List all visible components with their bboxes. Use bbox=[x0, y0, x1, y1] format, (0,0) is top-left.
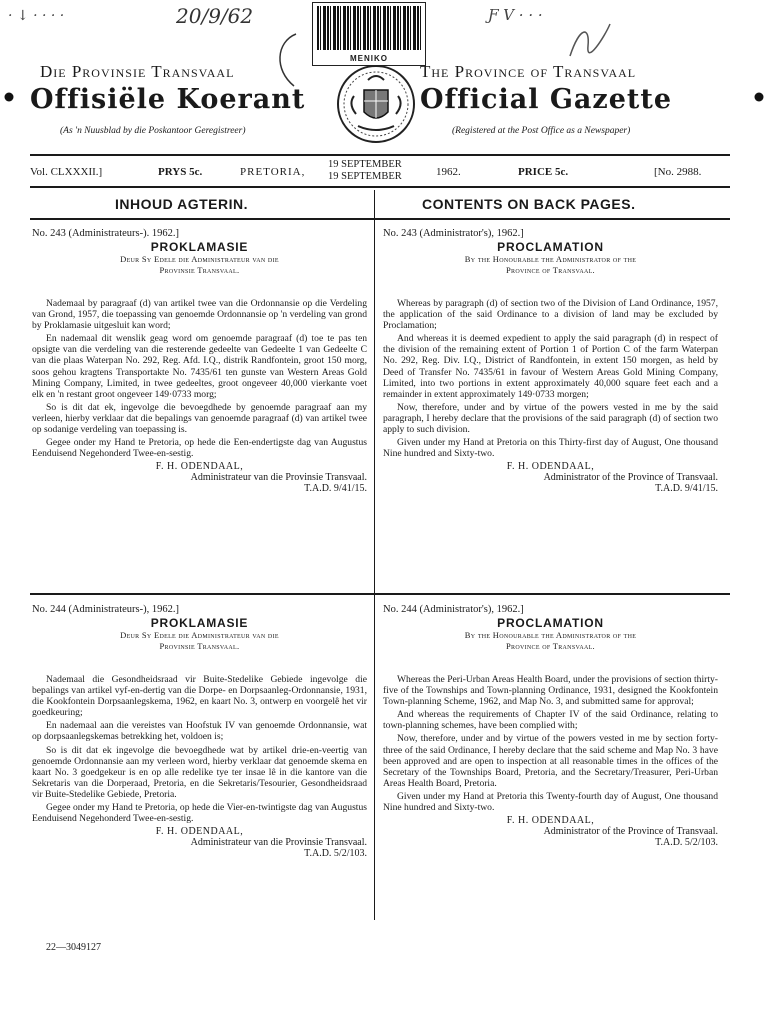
barcode bbox=[312, 2, 426, 66]
reference-number: T.A.D. 9/41/15. bbox=[655, 483, 718, 495]
handwritten-bracket-icon bbox=[266, 30, 306, 90]
signatory-title: Administrator of the Province of Transvaal. bbox=[543, 472, 718, 484]
signatory-title: Administrateur van die Provinsie Transvaal. bbox=[190, 472, 367, 484]
notice-paragraph: Whereas the Peri-Urban Areas Health Board, under the provisions of section thirty-five of the Townships and Town-planning Ordinance, 1931, designed the Kookfontein Town-planning Scheme, 1962, and Map No. 3, and submitted same for approval; bbox=[383, 674, 718, 708]
notice-paragraph: Gegee onder my Hand te Pretoria, op hede die Een-endertigste dag van Augustus Eenduisend Negehonderd Twee-en-sestig. bbox=[32, 437, 367, 460]
signatory-name: F. H. ODENDAAL, bbox=[155, 826, 244, 838]
notice-paragraph: Given under my Hand at Pretoria on this Thirty-first day of August, One thousand Nine hundred and Sixty-two. bbox=[383, 437, 718, 460]
contents-rule bbox=[30, 218, 730, 220]
reference-number: T.A.D. 5/2/103. bbox=[655, 837, 718, 849]
signatory-title: Administrateur van die Provinsie Transvaal. bbox=[190, 837, 367, 849]
notice-paragraph: So is dit dat ek, ingevolge die bevoegdhede by genoemde paragraaf aan my verleen, hierby verklaar dat die bepalings van genoemde paragraaf (d) van artikel twee op sodanige verdeling van toepassing is. bbox=[32, 401, 367, 436]
volume-label: Vol. CLXXXII.] bbox=[30, 166, 103, 178]
notice-paragraph: So is dit dat ek ingevolge die bevoegdhede wat by artikel drie-en-veertig van genoemde Ordonnansie aan my verleen word, hierby verklaar dat genoemde skema en kaart No. 3 goedgekeur is en op alle redelike tye ter insae lê in die kantore van die Sekretaris van die Dorperaad, Pretoria, en die Sekretaris/Tesourier, Gesondheidsraad vir Buite-Stedelike Gebiede, Pretoria. bbox=[32, 744, 367, 800]
notice-paragraph: And whereas it is deemed expedient to apply the said paragraph (d) in respect of the division of the remaining extent of Portion 1 of Portion C of the farm Waterpan No. 292, Reg. Div. I.Q., District of Randfontein, in extent 150 morgen, as held by Deed of Transfer No. 7435/61 in favour of Western Areas Gold Mining Company, Limited, into two portions in extent approximately 40,000 square feet each and a remainder in extent approximately 149·0733 morgen; bbox=[383, 333, 718, 400]
notice-paragraph: Now, therefore, under and by virtue of the powers vested in me by the said paragraph, I hereby declare that the provisions of the said paragraph (d) of section two apply to such division. bbox=[383, 401, 718, 436]
signatory-name: F. H. ODENDAAL, bbox=[155, 461, 244, 473]
notice-number: No. 243 (Administrateurs-). 1962.] bbox=[32, 228, 179, 239]
issue-number-label: [No. 2988. bbox=[654, 166, 702, 178]
price-en-label: PRICE 5c. bbox=[518, 166, 569, 178]
notice-paragraph: Now, therefore, under and by virtue of the powers vested in me by section forty-three of the said Ordinance, I hereby declare that the said scheme and Map No. 3 have been approved and are open to inspection at all reasonable times in the offices of the Secretary of the Townships Board, Pretoria, and the Secretary/Treasurer, Peri-Urban Areas Health Board, Pretoria. bbox=[383, 733, 718, 789]
masthead-right-title: Official Gazette bbox=[420, 84, 673, 115]
notice-separator-rule bbox=[30, 593, 730, 595]
notice-subtitle-line-1: Deur Sy Edele die Administrateur van die bbox=[120, 254, 279, 264]
notice-paragraph: And whereas the requirements of Chapter IV of the said Ordinance, relating to town-planning schemes, have been complied with; bbox=[383, 709, 718, 732]
handwritten-mark-left: · ↓ · · · · bbox=[8, 8, 65, 24]
bullet-left-icon bbox=[4, 92, 14, 102]
price-af-label: PRYS 5c. bbox=[158, 166, 203, 178]
masthead-right-subtitle: The Province of Transvaal bbox=[420, 62, 637, 81]
notice-subtitle-line-2: Provinsie Transvaal. bbox=[159, 265, 240, 275]
handwritten-scribble-icon bbox=[560, 16, 620, 66]
notice-244-en bbox=[383, 604, 718, 848]
notice-number: No. 243 (Administrator's), 1962.] bbox=[383, 228, 524, 239]
notice-paragraph: Nademaal by paragraaf (d) van artikel twee van die Ordonnansie op die Verdeling van Grond, 1957, die toepassing van genoemde Ordonnansie op 'n verdeling van grond by Proklamasie uitgesluit kan word; bbox=[32, 298, 367, 332]
notice-title: PROKLAMASIE bbox=[150, 240, 249, 254]
year-label: 1962. bbox=[436, 166, 461, 178]
handwritten-date: 20/9/62 bbox=[176, 4, 254, 28]
masthead-left-registration: (As 'n Nuusblad by die Poskantoor Geregistreer) bbox=[60, 126, 246, 136]
place-label: PRETORIA, bbox=[240, 166, 306, 178]
contents-en-heading: CONTENTS ON BACK PAGES. bbox=[422, 196, 636, 212]
notice-subtitle-line-2: Province of Transvaal. bbox=[506, 265, 595, 275]
coat-of-arms-icon bbox=[334, 62, 418, 146]
date-line-2: 19 SEPTEMBER bbox=[328, 171, 402, 182]
reference-number: T.A.D. 5/2/103. bbox=[304, 848, 367, 860]
print-code: 22—3049127 bbox=[46, 942, 101, 953]
column-divider bbox=[374, 190, 375, 920]
notice-number: No. 244 (Administrator's), 1962.] bbox=[383, 604, 524, 615]
info-bar-bottom-rule bbox=[30, 186, 730, 188]
notice-number: No. 244 (Administrateurs-), 1962.] bbox=[32, 604, 179, 615]
masthead-right-registration: (Registered at the Post Office as a Newspaper) bbox=[452, 126, 631, 136]
contents-af-heading: INHOUD AGTERIN. bbox=[115, 196, 248, 212]
masthead-left-subtitle: Die Provinsie Transvaal bbox=[40, 62, 235, 81]
notice-title: PROCLAMATION bbox=[497, 616, 604, 630]
notice-title: PROKLAMASIE bbox=[150, 616, 249, 630]
notice-paragraph: Gegee onder my Hand te Pretoria, op hede die Vier-en-twintigste dag van Augustus Eenduisend Negehonderd Twee-en-sestig. bbox=[32, 802, 367, 825]
reference-number: T.A.D. 9/41/15. bbox=[304, 483, 367, 495]
barcode-label: MENIKO bbox=[350, 54, 388, 63]
info-bar-top-rule bbox=[30, 154, 730, 156]
notice-paragraph: Given under my Hand at Pretoria this Twenty-fourth day of August, One thousand Nine hundred and Sixty-two. bbox=[383, 790, 718, 814]
notice-paragraph: Whereas by paragraph (d) of section two of the Division of Land Ordinance, 1957, the application of the said Ordinance to a division of land may be excluded by Proclamation; bbox=[383, 298, 718, 332]
signatory-title: Administrator of the Province of Transvaal. bbox=[543, 826, 718, 838]
notice-subtitle-line-2: Provinsie Transvaal. bbox=[159, 641, 240, 651]
barcode-bars-icon bbox=[317, 6, 421, 50]
notice-paragraph: En nademaal dit wenslik geag word om genoemde paragraaf (d) toe te pas ten opsigte van die verdeling van die resterende gedeelte van Gedeelte 1 van Gedeelte C van die plaas Waterpan No. 292, Reg. Afd. I.Q., distrik Randfontein, groot 150 morg, soos gehou kragtens Transportakte No. 7435/61 ten gunste van Western Areas Gold Mining Company, Limited, in twee gedeeltes, groot ongeveer 40,000 vierkante voet elk en 'n restant groot ongeveer 149·0733 morg; bbox=[32, 333, 367, 400]
handwritten-mark-right: Ƒ V · · · bbox=[488, 6, 543, 24]
notice-paragraph: En nademaal aan die vereistes van Hoofstuk IV van genoemde Ordonnansie, wat op dorpsaanlegskemas betrekking het, voldoen is; bbox=[32, 720, 367, 743]
signatory-name: F. H. ODENDAAL, bbox=[506, 815, 595, 827]
notice-subtitle-line-1: Deur Sy Edele die Administrateur van die bbox=[120, 630, 279, 640]
notice-243-af bbox=[32, 228, 367, 494]
date-line-1: 19 SEPTEMBER bbox=[328, 159, 402, 170]
notice-244-af bbox=[32, 604, 367, 859]
signatory-name: F. H. ODENDAAL, bbox=[506, 461, 595, 473]
notice-243-en bbox=[383, 228, 718, 494]
notice-subtitle-line-2: Province of Transvaal. bbox=[506, 641, 595, 651]
notice-title: PROCLAMATION bbox=[497, 240, 604, 254]
bullet-right-icon bbox=[754, 92, 764, 102]
masthead-left-title: Offisiële Koerant bbox=[30, 84, 306, 115]
notice-subtitle-line-1: By the Honourable the Administrator of the bbox=[464, 630, 637, 640]
notice-paragraph: Nademaal die Gesondheidsraad vir Buite-Stedelike Gebiede ingevolge die bepalings van artikel vyf-en-dertig van die Dorpe- en Dorpsaanleg-Ordonnansie, 1931, die Kookfontein Dorpsaanlegskema, 1962, en kaart No. 3, ontwerp en voorgelê het vir goedkeuring; bbox=[32, 674, 367, 719]
notice-subtitle-line-1: By the Honourable the Administrator of the bbox=[464, 254, 637, 264]
